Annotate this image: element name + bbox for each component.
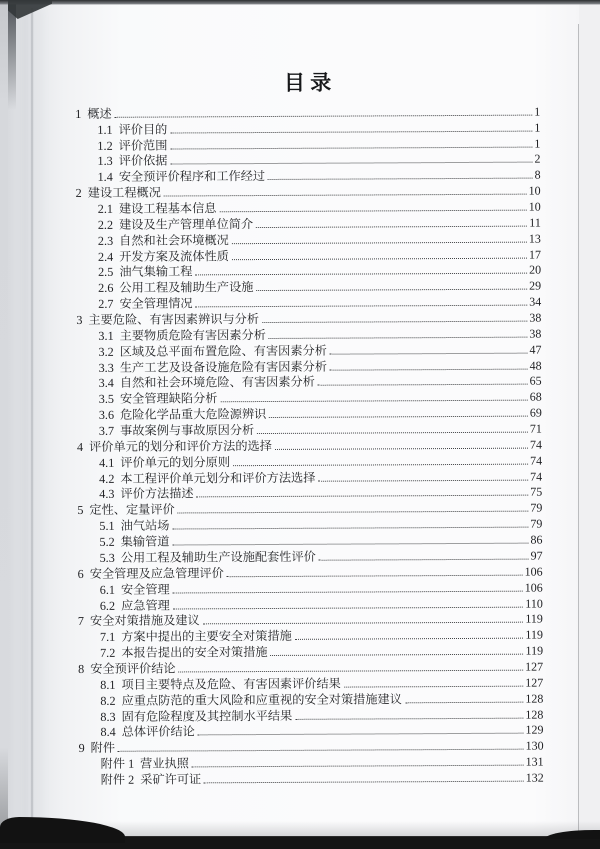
toc-entry-number: 4.1 [99, 455, 115, 470]
toc-entry-title: 概述 [87, 106, 112, 121]
toc-entry-page-number: 132 [525, 770, 544, 785]
toc-entry-number: 4.3 [99, 487, 115, 502]
toc-entry-title: 评价依据 [118, 153, 168, 169]
toc-entry-label [101, 757, 189, 771]
toc-entry-label [98, 249, 229, 264]
toc-entry-number: 5.2 [99, 534, 115, 549]
toc-entry-label [75, 107, 112, 121]
toc-entry-number: 6.2 [99, 598, 116, 613]
dotted-leader [203, 622, 524, 625]
dotted-leader [319, 559, 529, 561]
toc-entry-title: 建设及生产管理单位简介 [119, 216, 254, 232]
toc-entry-number: 5 [77, 503, 84, 518]
toc-entry-number: 3.3 [98, 360, 114, 375]
toc-entry-label [79, 741, 116, 755]
toc-entry-page-number: 110 [525, 596, 543, 611]
toc-entry-page-number: 79 [530, 500, 543, 515]
toc-entry-number: 9 [78, 741, 85, 756]
toc-entry-page-number: 1 [534, 136, 541, 151]
toc-list [75, 103, 544, 787]
toc-entry-number: 2.6 [98, 281, 114, 296]
toc-entry-number: 6 [77, 566, 84, 581]
toc-entry-label [99, 487, 193, 501]
dotted-leader [232, 257, 527, 260]
toc-entry-label [100, 725, 194, 739]
toc-entry-label [100, 708, 292, 723]
toc-entry-page-number: 129 [525, 722, 544, 738]
toc-entry-number: 2.7 [98, 296, 114, 312]
toc-entry-label [99, 359, 327, 374]
toc-entry-label [99, 423, 254, 438]
toc-entry-page-number: 75 [530, 485, 543, 500]
toc-entry-number: 1.4 [97, 170, 113, 185]
toc-entry-page-number: 79 [530, 516, 543, 531]
toc-entry-title: 方案中提出的主要安全对策措施 [121, 629, 292, 644]
dotted-leader [197, 495, 529, 498]
toc-entry-title: 危险化学品重大危险源辨识 [120, 407, 267, 422]
dotted-leader [405, 701, 523, 703]
toc-entry-label [97, 122, 167, 136]
toc-entry-title: 主要物质危险有害因素分析 [119, 327, 266, 343]
toc-entry-page-number: 127 [525, 675, 544, 690]
toc-entry-page-number: 127 [525, 659, 544, 674]
toc-entry-number: 1.2 [97, 138, 113, 153]
toc-entry-label [99, 455, 230, 470]
toc-entry-page-number: 74 [529, 437, 543, 452]
toc-entry-label [100, 645, 268, 660]
toc-entry-title: 评价范围 [118, 138, 168, 153]
toc-entry-number: 3.2 [98, 344, 114, 359]
toc-entry-page-number: 2 [534, 152, 541, 167]
toc-entry-label [76, 312, 259, 327]
toc-entry-label [98, 169, 266, 184]
toc-entry-title: 应急管理 [121, 598, 170, 613]
dotted-leader [257, 432, 528, 434]
toc-entry-page-number: 11 [529, 215, 541, 230]
dotted-leader [172, 543, 528, 546]
toc-entry-title: 事故案例与事故原因分析 [120, 423, 255, 438]
toc-entry-title: 定性、定量评价 [89, 502, 175, 518]
toc-entry-title: 安全预评价结论 [90, 661, 176, 676]
toc-entry-number: 3.7 [98, 423, 115, 438]
toc-entry-label [100, 629, 292, 644]
toc-entry-page-number: 128 [525, 691, 544, 706]
dotted-leader [219, 210, 526, 213]
toc-entry [79, 769, 544, 787]
toc-entry-title: 区域及总平面布置危险、有害因素分析 [119, 343, 327, 359]
toc-entry-label [99, 470, 315, 485]
dotted-leader [178, 511, 529, 514]
toc-entry-number: 4 [76, 439, 84, 454]
toc-entry-number: 6.1 [99, 582, 116, 597]
toc-entry-page-number: 106 [524, 580, 543, 595]
toc-entry-number: 附件 1 [100, 756, 135, 771]
dotted-leader [196, 305, 528, 308]
toc-entry-label [78, 614, 200, 629]
toc-entry-title: 评价方法描述 [120, 486, 194, 502]
toc-entry-title: 生产工艺及设备设施危险有害因素分析 [119, 359, 328, 375]
toc-entry-label [99, 535, 169, 549]
toc-entry-title: 本报告提出的安全对策措施 [121, 645, 268, 660]
toc-entry-page-number: 8 [534, 167, 541, 182]
toc-entry-title: 总体评价结论 [121, 724, 195, 740]
dotted-leader [344, 685, 523, 687]
toc-entry-title: 安全对策措施及建议 [89, 613, 200, 629]
toc-entry-page-number: 17 [528, 247, 542, 262]
toc-entry-page-number: 34 [529, 294, 542, 309]
toc-entry-page-number: 38 [529, 310, 542, 325]
toc-entry-title: 自然和社会环境概况 [119, 232, 229, 248]
toc-entry-title: 固有危险程度及其控制水平结果 [121, 708, 293, 724]
toc-entry-number: 1.1 [97, 122, 113, 137]
toc-entry-page-number: 106 [524, 564, 543, 579]
toc-entry-label [99, 407, 267, 422]
toc-entry-page-number: 10 [528, 183, 541, 198]
toc-entry-page-number: 131 [525, 754, 544, 769]
toc-entry-number: 1 [75, 106, 82, 121]
dotted-leader [271, 654, 524, 656]
toc-entry-number: 2.4 [97, 249, 114, 264]
dotted-leader [220, 400, 527, 403]
toc-entry-page-number: 119 [525, 611, 543, 627]
toc-entry-number: 2.5 [98, 265, 114, 280]
toc-entry-title: 安全预评价程序和工作经过 [118, 169, 266, 185]
toc-entry-number: 3.1 [98, 328, 114, 343]
toc-entry-page-number: 71 [529, 421, 542, 436]
toc-entry-page-number: 130 [525, 738, 544, 753]
toc-entry-number: 7.1 [99, 630, 116, 645]
dotted-leader [170, 130, 532, 133]
dotted-leader [164, 194, 527, 197]
toc-entry-page-number: 65 [529, 374, 542, 389]
toc-entry-title: 油气集输工程 [119, 264, 193, 280]
toc-entry-title: 建设工程概况 [87, 185, 161, 201]
dotted-leader [330, 352, 528, 354]
toc-entry-title: 应重点防范的重大风险和应重视的安全对策措施建议 [121, 691, 402, 708]
dotted-leader [115, 114, 533, 117]
dotted-leader [170, 162, 532, 165]
toc-entry-title: 项目主要特点及危险、有害因素评价结果 [121, 676, 341, 692]
toc-entry-number: 8.4 [100, 725, 116, 740]
toc-entry-label [99, 375, 315, 390]
toc-entry-page-number: 10 [528, 199, 541, 214]
dotted-leader [269, 416, 528, 418]
toc-entry-label [99, 392, 218, 407]
dotted-leader [268, 178, 533, 180]
toc-entry-label [100, 582, 170, 596]
dotted-leader [198, 733, 524, 736]
toc-entry-title: 公用工程及辅助生产设施 [119, 280, 254, 296]
gutter-crease [30, 8, 34, 830]
toc-entry-number: 2.3 [97, 233, 114, 248]
toc-entry-page-number: 68 [529, 389, 542, 404]
dotted-leader [172, 527, 528, 530]
toc-entry-number: 7.2 [100, 645, 116, 660]
dotted-leader [256, 226, 527, 228]
dotted-leader [318, 479, 528, 481]
toc-entry-number: 5.3 [99, 550, 115, 565]
toc-entry-label [77, 439, 272, 454]
toc-entry-page-number: 1 [534, 120, 541, 135]
dotted-leader [170, 146, 532, 149]
page-right-edge [578, 24, 579, 836]
toc-entry-title: 安全管理缺陷分析 [119, 391, 218, 407]
toc-entry-label [98, 328, 266, 343]
toc-entry-number: 8.1 [100, 677, 116, 692]
toc-entry-title: 采矿许可证 [140, 772, 202, 787]
toc-entry-label [100, 676, 341, 691]
dotted-leader [318, 384, 528, 386]
toc-entry-label [98, 201, 217, 216]
toc-entry-number: 3 [76, 312, 83, 328]
toc-entry-page-number: 1 [534, 104, 541, 119]
dotted-leader [256, 289, 527, 291]
toc-content [75, 66, 544, 787]
toc-entry-label [98, 297, 192, 311]
toc-entry-page-number: 119 [525, 627, 544, 642]
toc-entry-page-number: 20 [529, 263, 542, 278]
toc-entry-title: 附件 [90, 741, 116, 756]
toc-entry-number: 8 [78, 661, 85, 676]
toc-entry-page-number: 74 [530, 453, 543, 468]
toc-entry-page-number: 74 [530, 469, 543, 484]
toc-entry-title: 自然和社会环境危险、有害因素分析 [119, 375, 315, 391]
toc-entry-label [78, 661, 175, 676]
toc-entry-number: 2.1 [97, 201, 114, 216]
dotted-leader [118, 749, 524, 752]
toc-entry-label [99, 519, 169, 533]
toc-entry-title: 油气站场 [120, 518, 170, 533]
toc-entry-title: 安全管理及应急管理评价 [89, 566, 224, 581]
toc-entry-title: 安全管理 [120, 582, 170, 597]
toc-entry-label [76, 186, 161, 200]
toc-entry-number: 5.1 [99, 519, 115, 534]
dotted-leader [179, 670, 524, 673]
toc-entry-number: 3.5 [98, 392, 115, 407]
toc-entry-title: 营业执照 [140, 756, 189, 771]
toc-entry-number: 2.2 [97, 217, 114, 232]
dotted-leader [204, 781, 524, 784]
dotted-leader [227, 574, 523, 577]
toc-entry-label [100, 550, 316, 565]
toc-entry-label [98, 265, 192, 279]
toc-entry-title: 评价目的 [118, 122, 168, 137]
toc-entry-title: 安全管理情况 [119, 296, 193, 311]
toc-entry-label [100, 598, 170, 612]
toc-entry-title: 开发方案及流体性质 [119, 248, 229, 264]
toc-entry-label [97, 138, 167, 152]
dotted-leader [330, 368, 528, 370]
toc-entry-page-number: 119 [525, 643, 544, 658]
toc-entry-page-number: 38 [529, 326, 542, 341]
dotted-leader [173, 606, 523, 609]
scanner-top-edge [0, 0, 600, 5]
toc-entry-title: 集输管道 [120, 534, 170, 549]
toc-entry-title: 评价单元的划分和评价方法的选择 [89, 438, 272, 454]
toc-entry-label [97, 154, 167, 168]
toc-entry-page-number: 97 [530, 548, 543, 563]
page-title: 目 录 [283, 70, 332, 95]
dotted-leader [269, 337, 528, 339]
dotted-leader [192, 765, 524, 768]
toc-entry-page-number: 47 [529, 342, 542, 357]
dotted-leader [233, 463, 528, 466]
toc-entry-page-number: 69 [529, 405, 542, 420]
dotted-leader [295, 717, 523, 719]
toc-entry-label [101, 772, 202, 787]
dotted-leader [275, 448, 528, 450]
toc-entry-title: 主要危险、有害因素辨识与分析 [88, 312, 260, 327]
toc-entry-number: 附件 2 [100, 772, 135, 787]
toc-entry-label [98, 233, 229, 248]
dotted-leader [295, 638, 524, 640]
dotted-leader [173, 590, 523, 593]
toc-entry-number: 2 [75, 186, 82, 201]
toc-entry-label [77, 503, 174, 518]
toc-entry-number: 8.3 [100, 709, 116, 724]
toc-entry-page-number: 13 [528, 231, 541, 246]
toc-entry-page-number: 128 [525, 707, 544, 722]
toc-entry-number: 7 [77, 614, 85, 629]
dotted-leader [195, 273, 527, 276]
toc-entry-label [98, 343, 326, 358]
toc-entry-page-number: 29 [529, 278, 542, 293]
toc-entry-page-number: 48 [529, 358, 542, 373]
toc-entry-title: 评价单元的划分原则 [120, 454, 231, 470]
dotted-leader [262, 321, 527, 323]
toc-entry-title: 公用工程及辅助生产设施配套性评价 [120, 549, 316, 565]
toc-entry-number: 8.2 [100, 693, 116, 708]
spine-shadow [8, 0, 16, 110]
toc-entry-number: 3.4 [98, 376, 114, 391]
toc-entry-label [100, 692, 402, 708]
toc-entry-title: 建设工程基本信息 [118, 201, 217, 216]
toc-entry-label [98, 280, 253, 295]
toc-entry-title: 本工程评价单元划分和评价方法选择 [120, 470, 316, 486]
toc-entry-number: 3.6 [98, 407, 115, 423]
toc-entry-label [98, 217, 253, 232]
dotted-leader [232, 241, 527, 244]
toc-entry-number: 4.2 [99, 471, 115, 486]
toc-entry-number: 1.3 [97, 154, 113, 169]
page-stack-edge [0, 0, 8, 849]
toc-entry-page-number: 86 [530, 532, 543, 547]
toc-entry-label [78, 566, 224, 581]
